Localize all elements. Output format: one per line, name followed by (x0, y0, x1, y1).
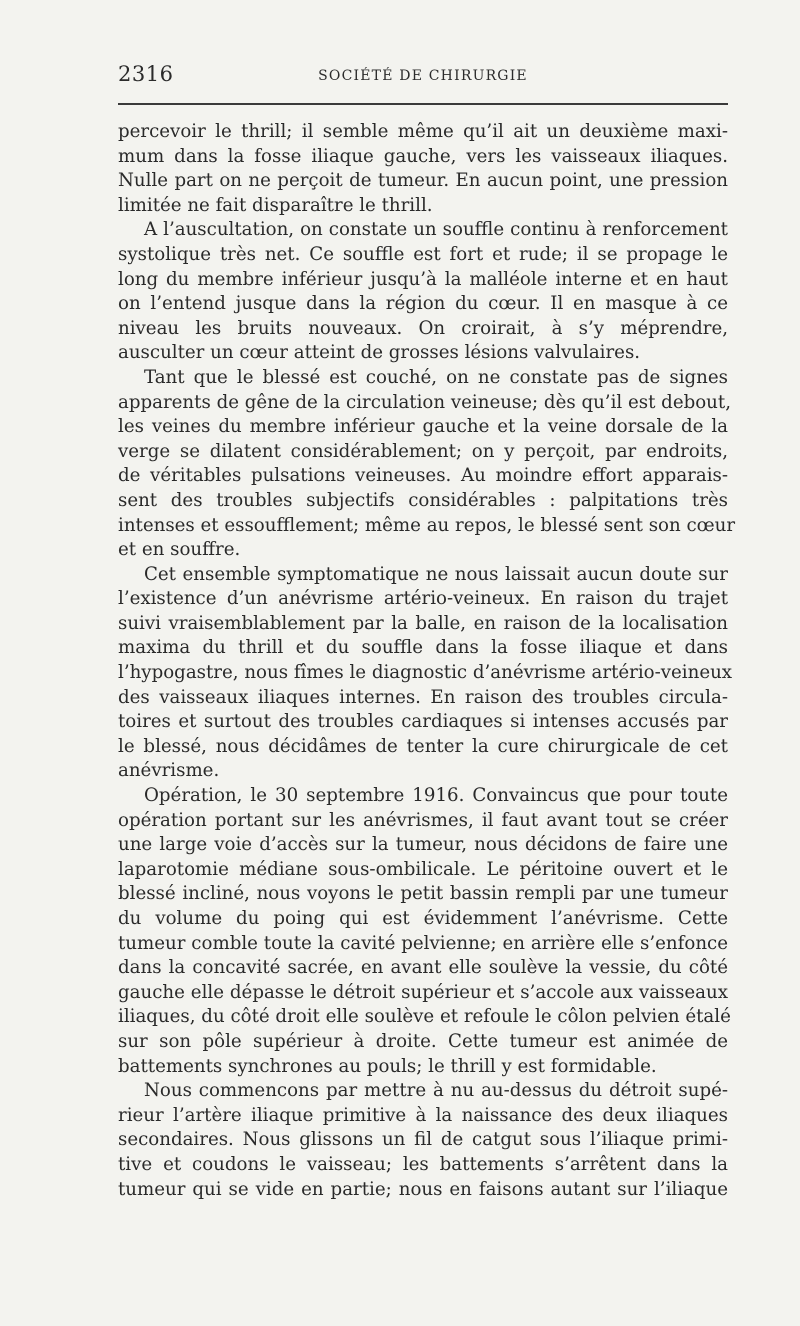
text-line: anévrisme. (118, 760, 220, 782)
text-line: blessé incliné, nous voyons le petit bassin rempli par une tumeur (118, 883, 728, 905)
header-rule (118, 103, 728, 105)
text-line: gauche elle dépasse le détroit supérieur et s’accole aux vaisseaux (118, 981, 728, 1003)
text-line: niveau les bruits nouveaux. On croirait, à s’y méprendre, (118, 317, 728, 339)
text-line: systolique très net. Ce souffle est fort et rude; il se propage le (118, 243, 728, 265)
text-line: secondaires. Nous glissons un fil de catgut sous l’iliaque primi- (118, 1129, 728, 1151)
page-number: 2316 (118, 62, 174, 86)
text-line: tive et coudons le vaisseau; les battements s’arrêtent dans la (118, 1153, 728, 1175)
text-line: suivi vraisemblablement par la balle, en raison de la localisation (118, 612, 728, 634)
text-line: une large voie d’accès sur la tumeur, nous décidons de faire une (118, 834, 728, 856)
text-line: maxima du thrill et du souffle dans la fosse iliaque et dans (118, 637, 728, 659)
text-line: sur son pôle supérieur à droite. Cette tumeur est animée de (118, 1030, 728, 1052)
paragraph-first-line: Cet ensemble symptomatique ne nous laissait aucun doute sur (144, 563, 728, 585)
text-line: intenses et essoufflement; même au repos, le blessé sent son cœur (118, 514, 736, 536)
text-line: sent des troubles subjectifs considérables : palpitations très (118, 489, 728, 511)
text-line: rieur l’artère iliaque primitive à la naissance des deux iliaques (118, 1104, 728, 1126)
paragraph-first-line: Nous commencons par mettre à nu au-dessus du détroit supé- (144, 1080, 728, 1102)
page-header (118, 62, 728, 94)
text-line: opération portant sur les anévrismes, il faut avant tout se créer (118, 809, 728, 831)
text-line: laparotomie médiane sous-ombilicale. Le péritoine ouvert et le (118, 858, 728, 880)
body-text (118, 120, 736, 1202)
text-line: du volume du poing qui est évidemment l’anévrisme. Cette (118, 908, 728, 929)
text-line: iliaques, du côté droit elle soulève et refoule le côlon pelvien étalé (118, 1006, 731, 1028)
text-line: mum dans la fosse iliaque gauche, vers les vaisseaux iliaques. (118, 145, 728, 167)
text-line: l’hypogastre, nous fîmes le diagnostic d’anévrisme artério-veineux (118, 662, 733, 684)
text-line: l’existence d’un anévrisme artério-veineux. En raison du trajet (118, 588, 728, 610)
text-line: et en souffre. (118, 539, 241, 561)
text-line: ausculter un cœur atteint de grosses lésions valvulaires. (118, 342, 641, 364)
text-line: percevoir le thrill; il semble même qu’il ait un deuxième maxi- (118, 121, 728, 142)
paragraph-first-line: A l’auscultation, on constate un souffle continu à renforcement (144, 219, 728, 241)
text-line: apparents de gêne de la circulation veineuse; dès qu’il est debout, (118, 391, 731, 413)
text-line: le blessé, nous décidâmes de tenter la cure chirurgicale de cet (118, 735, 728, 757)
text-line: verge se dilatent considérablement; on y perçoit, par endroits, (118, 440, 728, 462)
text-line: des vaisseaux iliaques internes. En raison des troubles circula- (118, 686, 728, 708)
text-line: battements synchrones au pouls; le thrill y est formidable. (118, 1055, 657, 1077)
text-line: toires et surtout des troubles cardiaques si intenses accusés par (118, 711, 728, 733)
text-line: tumeur qui se vide en partie; nous en faisons autant sur l’iliaque (118, 1178, 728, 1200)
paragraph-first-line: Opération, le 30 septembre 1916. Convaincus que pour toute (144, 785, 728, 807)
text-line: Nulle part on ne perçoit de tumeur. En aucun point, une pression (118, 170, 728, 192)
paragraph-first-line: Tant que le blessé est couché, on ne constate pas de signes (144, 366, 728, 388)
running-head: SOCIÉTÉ DE CHIRURGIE (318, 68, 528, 84)
text-line: tumeur comble toute la cavité pelvienne; en arrière elle s’enfonce (118, 932, 728, 954)
text-line: de véritables pulsations veineuses. Au moindre effort apparais- (118, 465, 728, 487)
text-line: long du membre inférieur jusqu’à la malléole interne et en haut (118, 268, 728, 290)
text-line: dans la concavité sacrée, en avant elle soulève la vessie, du côté (118, 957, 728, 979)
text-line: limitée ne fait disparaître le thrill. (118, 194, 433, 216)
text-line: on l’entend jusque dans la région du cœur. Il en masque à ce (118, 293, 728, 315)
text-line: les veines du membre inférieur gauche et la veine dorsale de la (118, 416, 728, 438)
